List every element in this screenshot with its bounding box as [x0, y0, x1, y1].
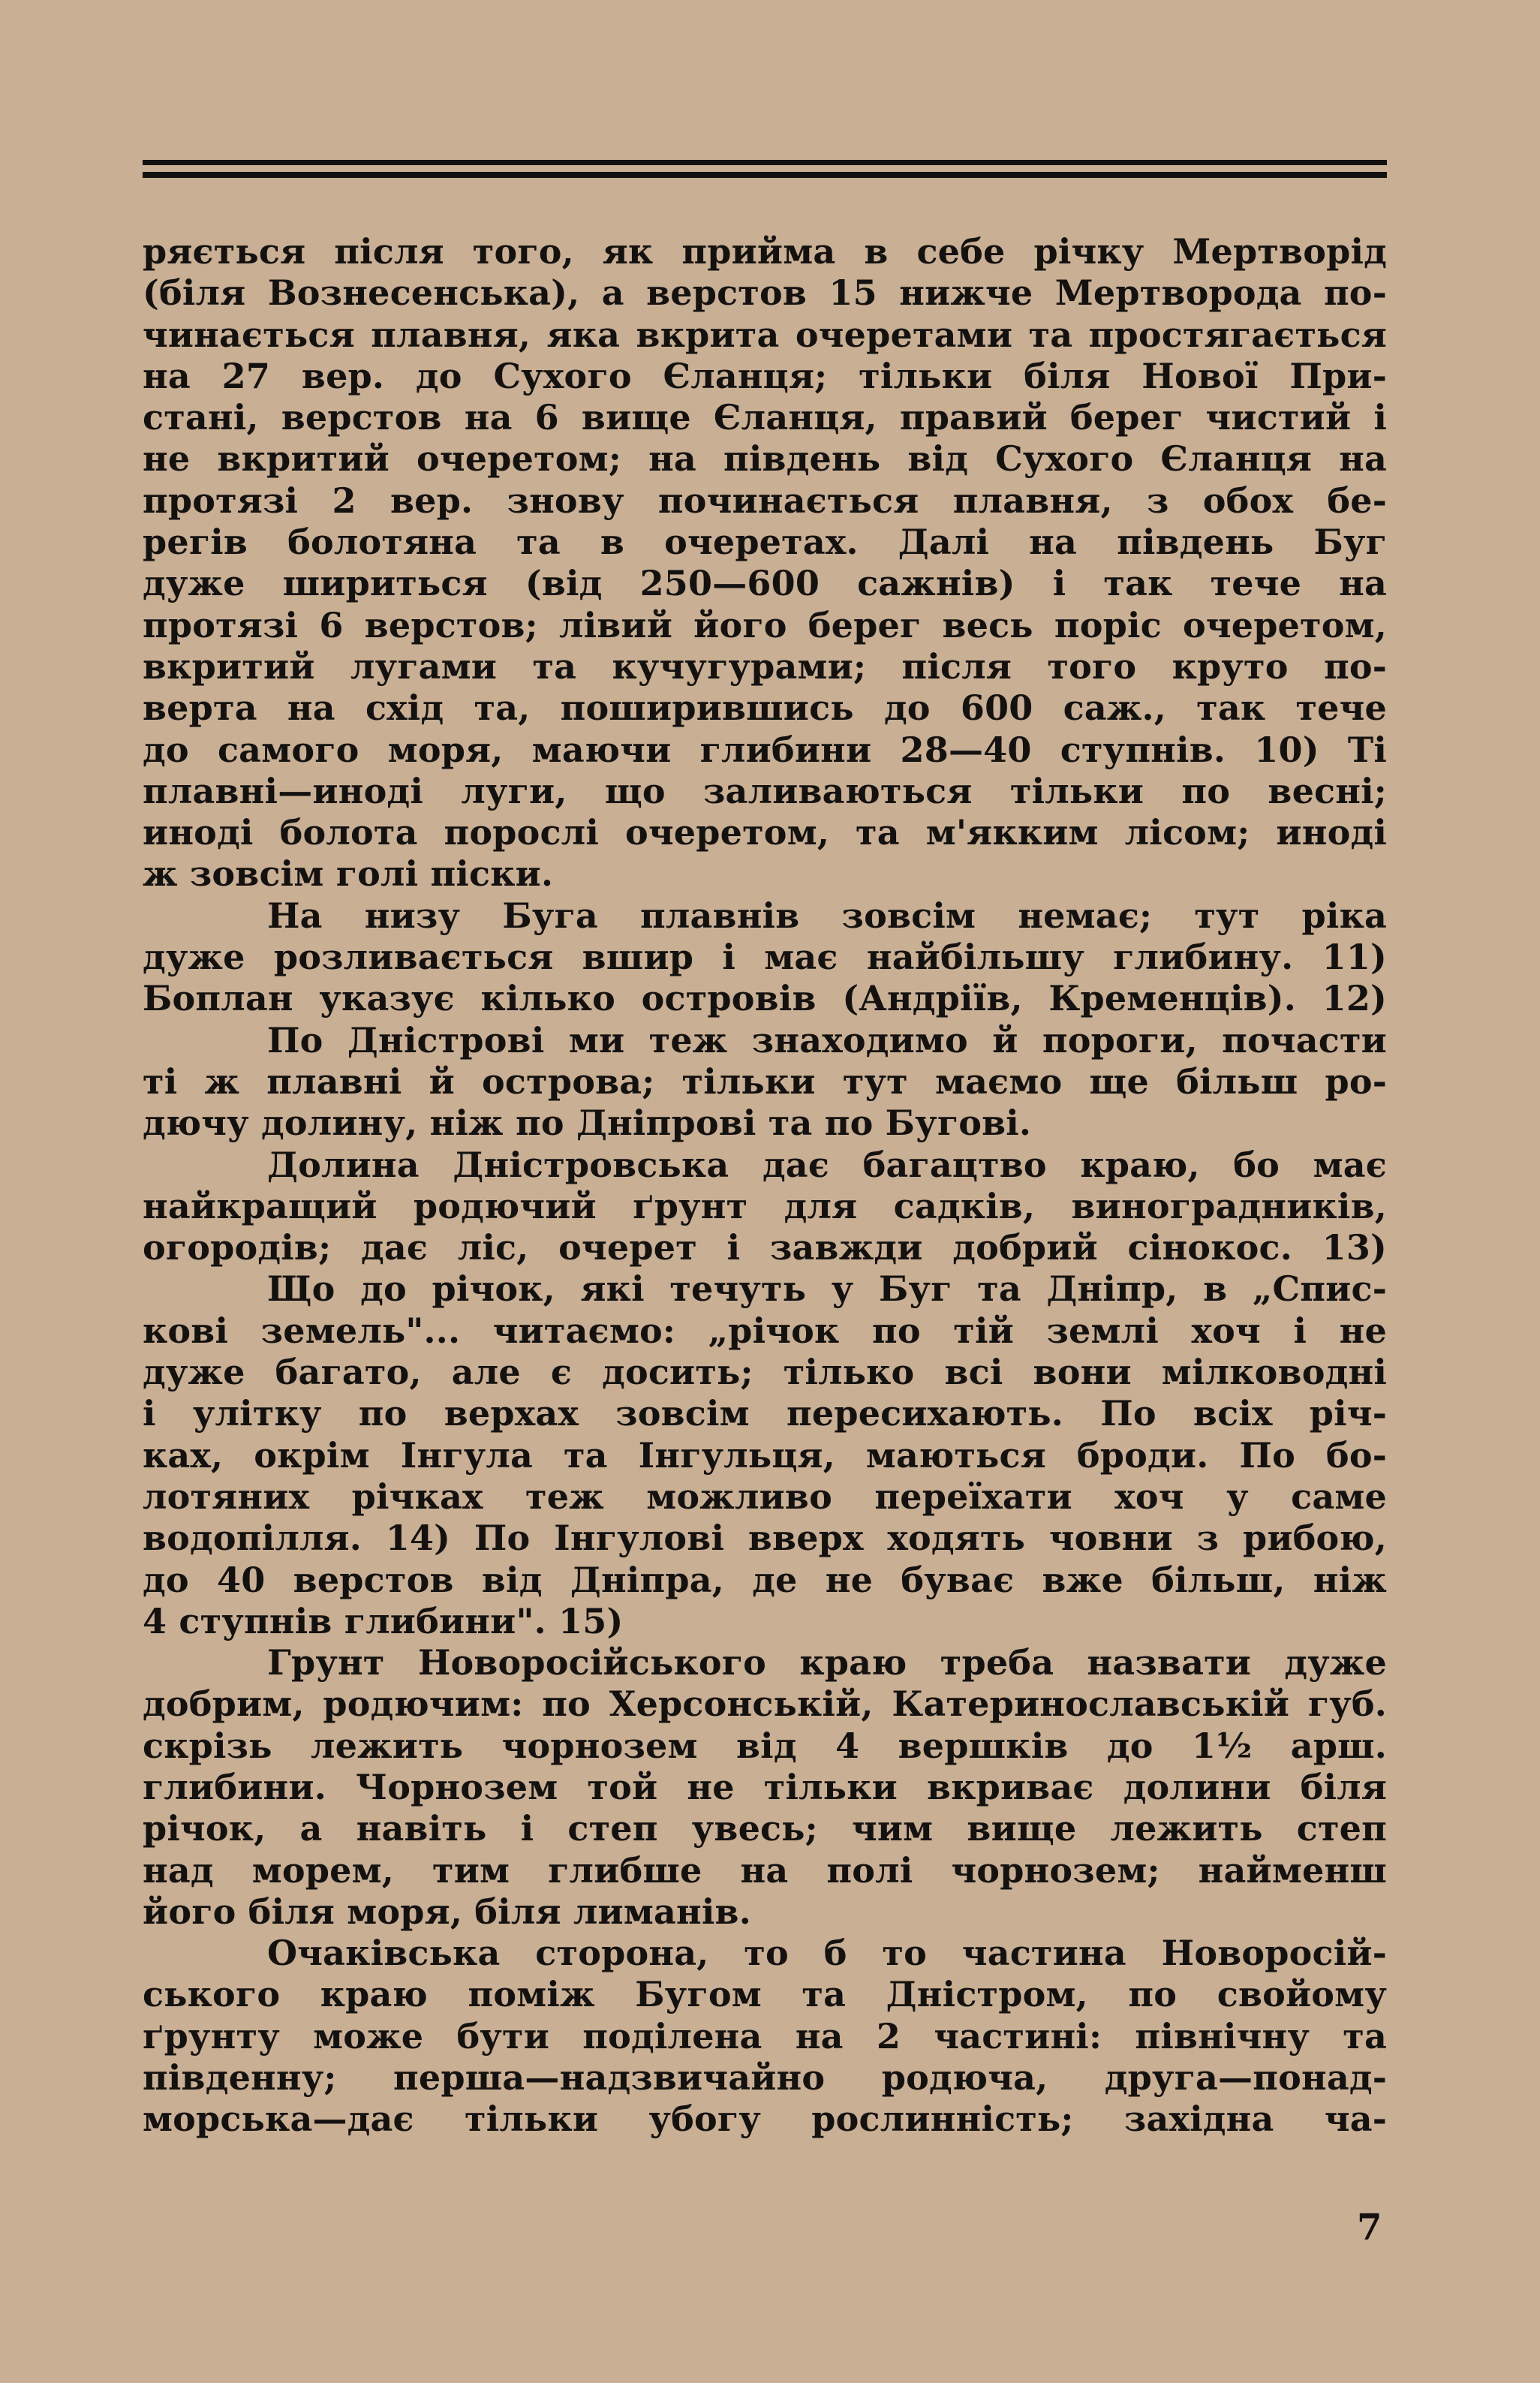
text-line: глибини. Чорнозем той не тільки вкриває долини біля — [143, 1766, 1387, 1807]
text-line: скрізь лежить чорнозем від 4 вершків до 1½ арш. — [143, 1725, 1387, 1766]
header-rule-bottom — [143, 172, 1387, 178]
text-line: дуже шириться (від 250—600 сажнів) і так тече на — [143, 563, 1387, 604]
text-line: иноді болота порослі очеретом, та м'якким лісом; иноді — [143, 812, 1387, 853]
text-line: лотяних річках теж можливо переїхати хоч у саме — [143, 1476, 1387, 1517]
text-line: найкращий родючий ґрунт для садків, виноградників, — [143, 1185, 1387, 1226]
text-line: Долина Дністровська дає багацтво краю, бо має — [267, 1144, 1387, 1185]
text-line: ті ж плавні й острова; тільки тут маємо ще більш ро- — [143, 1061, 1387, 1102]
text-line: дючу долину, ніж по Дніпрові та по Бугові. — [143, 1103, 1032, 1144]
text-line: 4 ступнів глибини". 15) — [143, 1600, 624, 1641]
text-line: південну; перша—надзвичайно родюча, друга—понад- — [143, 2057, 1387, 2099]
header-rule-top — [143, 160, 1387, 165]
text-line: По Дністрові ми теж знаходимо й пороги, почасти — [267, 1019, 1387, 1061]
page-number: 7 — [1357, 2207, 1382, 2249]
text-line: до 40 верстов від Дніпра, де не буває вже більш, ніж — [143, 1559, 1387, 1600]
text-line: ках, окрім Інгула та Інгульця, маються броди. По бо- — [143, 1434, 1387, 1476]
text-line: огородів; дає ліс, очерет і завжди добрий сінокос. 13) — [143, 1227, 1387, 1268]
text-line: протязі 6 верстов; лівий його берег весь поріс очеретом, — [143, 604, 1387, 645]
page-body — [143, 231, 1387, 2141]
text-line: вкритий лугами та кучугурами; після того круто по- — [143, 645, 1387, 687]
text-line: ґрунту може бути поділена на 2 частині: північну та — [143, 2015, 1387, 2057]
text-line: На низу Буга плавнів зовсім немає; тут ріка — [267, 895, 1387, 936]
text-line: водопілля. 14) По Інгулові вверх ходять човни з рибою, — [143, 1518, 1387, 1559]
text-line: Боплан указує кілько островів (Андріїв, Кременців). 12) — [143, 978, 1387, 1019]
text-line: на 27 вер. до Сухого Єланця; тільки біля Нової При- — [143, 355, 1387, 396]
text-line: до самого моря, маючи глибини 28—40 ступнів. 10) Ті — [143, 729, 1387, 770]
text-line: чинається плавня, яка вкрита очеретами та простягається — [143, 314, 1387, 355]
text-line: Що до річок, які течуть у Буг та Дніпр, в „Спис- — [267, 1268, 1387, 1310]
text-line: і улітку по верхах зовсім пересихають. По всіх річ- — [143, 1393, 1387, 1434]
text-line: морська—дає тільки убогу рослинність; західна ча- — [143, 2099, 1387, 2140]
text-line: плавні—иноді луги, що заливаються тільки по весні; — [143, 770, 1387, 811]
text-line: не вкритий очеретом; на південь від Сухого Єланця на — [143, 438, 1387, 480]
text-line: його біля моря, біля лиманів. — [143, 1891, 751, 1932]
text-line: кові земель"... читаємо: „річок по тій землі хоч і не — [143, 1310, 1387, 1351]
text-line: (біля Вознесенська), а верстов 15 нижче Мертворода по- — [143, 272, 1387, 314]
text-line: добрим, родючим: по Херсонській, Катеринославській губ. — [143, 1683, 1387, 1725]
text-line: дуже багато, але є досить; тілько всі вони мілководні — [143, 1352, 1387, 1393]
text-line: регів болотяна та в очеретах. Далі на південь Буг — [143, 522, 1387, 563]
text-line: верта на схід та, поширившись до 600 саж., так тече — [143, 688, 1387, 729]
text-line: Очаківська сторона, то б то частина Новоросій- — [267, 1933, 1387, 1974]
text-line: стані, верстов на 6 вище Єланця, правий берег чистий і — [143, 397, 1387, 438]
text-line: ж зовсім голі піски. — [143, 853, 554, 895]
text-line: ряється після того, як прийма в себе річку Мертворід — [143, 231, 1387, 272]
text-line: протязі 2 вер. знову починається плавня, з обох бе- — [143, 480, 1387, 521]
text-line: Грунт Новоросійського краю треба назвати дуже — [267, 1642, 1387, 1683]
text-line: ського краю поміж Бугом та Дністром, по свойому — [143, 1974, 1387, 2015]
text-line: річок, а навіть і степ увесь; чим вище лежить степ — [143, 1808, 1387, 1849]
text-line: над морем, тим глибше на полі чорнозем; найменш — [143, 1849, 1387, 1891]
text-line: дуже розливається вшир і має найбільшу глибину. 11) — [143, 937, 1387, 978]
